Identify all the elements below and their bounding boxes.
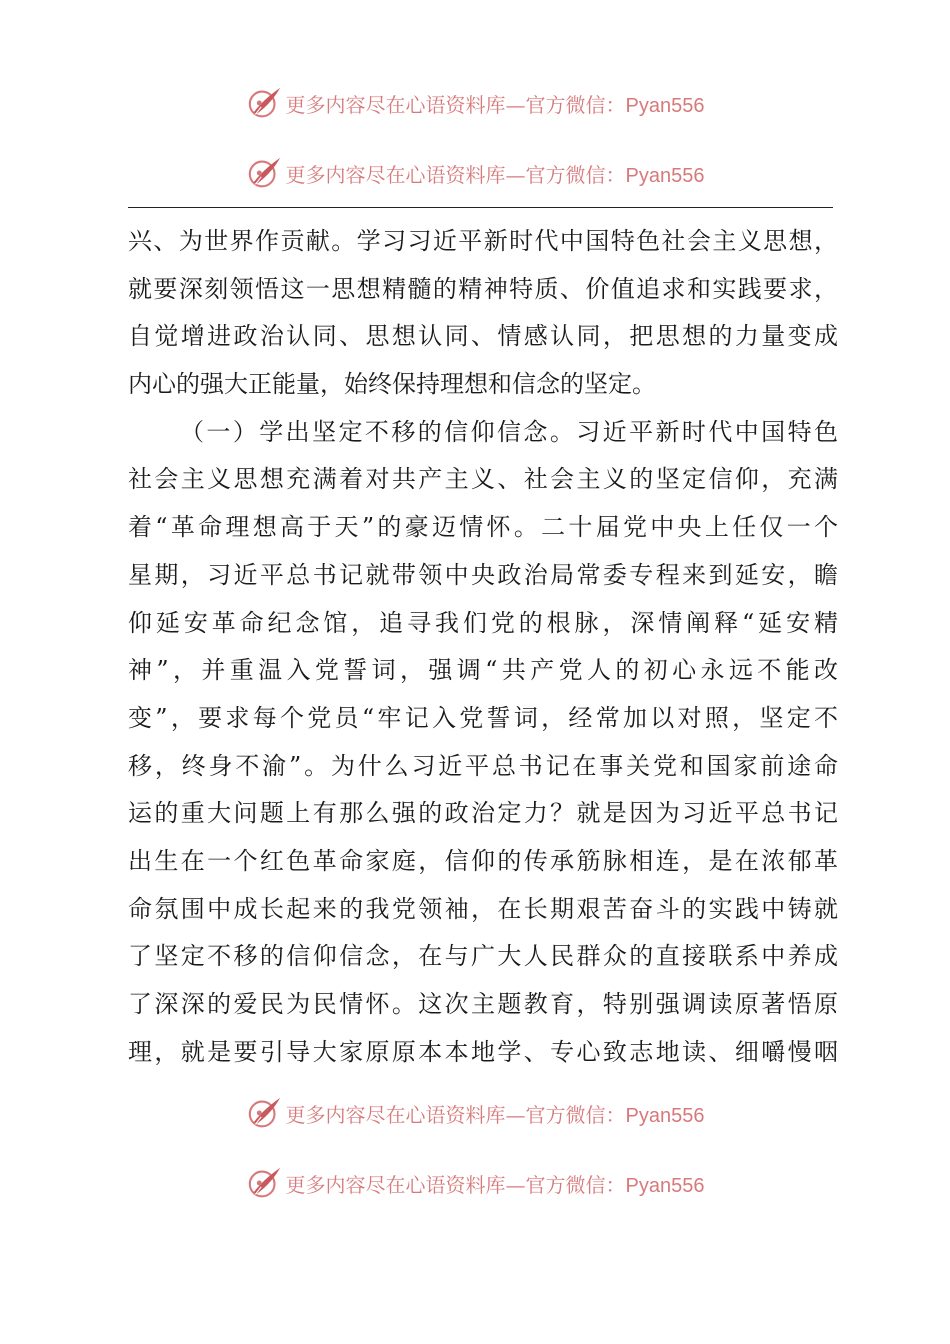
body-line: 兴、为世界作贡献。学习习近平新时代中国特色社会主义思想， [128,227,838,255]
body-line: 内心的强大正能量，始终保持理想和信念的坚定。 [128,370,656,399]
quill-logo-icon [246,84,284,122]
body-line: 变”，要求每个党员“牢记入党誓词，经常加以对照，坚定不 [128,703,838,732]
quill-logo-icon [246,1094,284,1132]
body-line: 着“革命理想高于天”的豪迈情怀。二十届党中央上任仅一个 [128,513,838,542]
watermark-banner-bottom-2 [0,1163,950,1203]
quill-logo-icon [246,154,284,192]
watermark-text: 更多内容尽在心语资料库—官方微信：Pyan556 [285,1172,705,1197]
body-line: 社会主义思想充满着对共产主义、社会主义的坚定信仰，充满 [128,465,838,494]
body-line: 自觉增进政治认同、思想认同、情感认同，把思想的力量变成 [128,322,838,351]
watermark-banner-bottom-1 [0,1093,950,1133]
body-line: 移，终身不渝”。为什么习近平总书记在事关党和国家前途命 [128,751,838,780]
body-line: 了坚定不移的信仰信念，在与广大人民群众的直接联系中养成 [128,942,838,971]
quill-logo-icon [246,1164,284,1202]
body-line: 理，就是要引导大家原原本本地学、专心致志地读、细嚼慢咽 [128,1037,838,1066]
body-line: 运的重大问题上有那么强的政治定力？就是因为习近平总书记 [128,799,838,828]
body-line: 神”，并重温入党誓词，强调“共产党人的初心永远不能改 [128,656,838,685]
watermark-text: 更多内容尽在心语资料库—官方微信：Pyan556 [285,92,705,117]
watermark-text: 更多内容尽在心语资料库—官方微信：Pyan556 [285,162,705,187]
body-line: 星期，习近平总书记就带领中央政治局常委专程来到延安，瞻 [128,560,838,589]
watermark-banner-top-1 [0,83,950,123]
body-line: 了深深的爱民为民情怀。这次主题教育，特别强调读原著悟原 [128,990,838,1018]
body-line: 命氛围中成长起来的我党领袖，在长期艰苦奋斗的实践中铸就 [128,894,838,923]
body-line: 就要深刻领悟这一思想精髓的精神特质、价值追求和实践要求， [128,274,838,303]
body-line: （一）学出坚定不移的信仰信念。习近平新时代中国特色 [180,417,838,446]
document-body [128,218,838,1076]
body-line: 仰延安革命纪念馆，追寻我们党的根脉，深情阐释“延安精 [128,608,838,637]
header-divider [128,207,833,208]
watermark-banner-top-2 [0,153,950,193]
body-line: 出生在一个红色革命家庭，信仰的传承筋脉相连，是在浓郁革 [128,846,838,875]
watermark-text: 更多内容尽在心语资料库—官方微信：Pyan556 [285,1102,705,1127]
